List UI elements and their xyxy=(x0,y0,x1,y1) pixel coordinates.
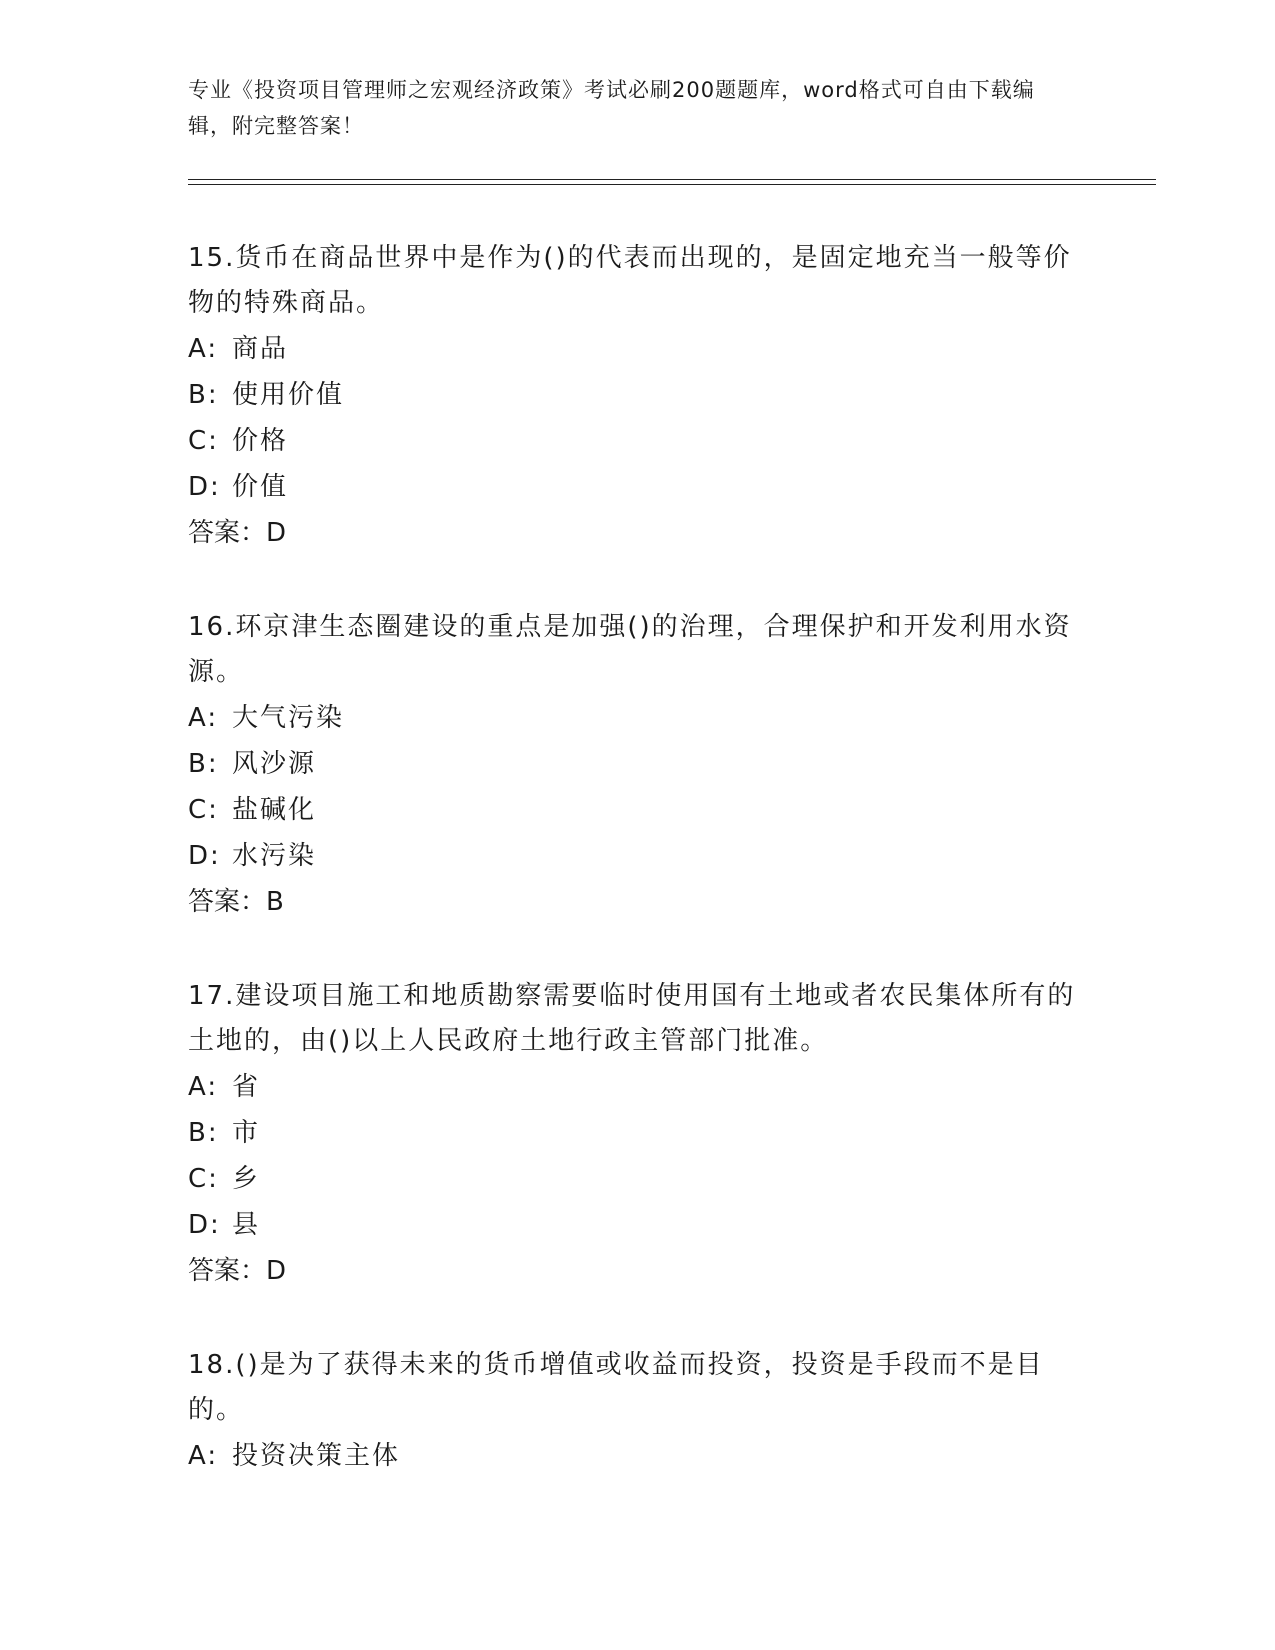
question-stem: 18.()是为了获得未来的货币增值或收益而投资，投资是手段而不是目的。 xyxy=(188,1350,1044,1425)
option-text: 县 xyxy=(232,1210,261,1240)
option-letter: A: xyxy=(188,1072,219,1102)
option-letter: C: xyxy=(188,1164,219,1194)
option-letter: A: xyxy=(188,1441,219,1471)
option-letter: B: xyxy=(188,749,219,779)
option-letter: C: xyxy=(188,426,219,456)
option-text: 大气污染 xyxy=(232,703,345,733)
question-16 xyxy=(188,605,1088,925)
option-letter: A: xyxy=(188,703,219,733)
question-15 xyxy=(188,236,1088,556)
question-stem: 17.建设项目施工和地质勘察需要临时使用国有土地或者农民集体所有的土地的，由()以上人民政府土地行政主管部门批准。 xyxy=(188,981,1076,1056)
option-b xyxy=(188,1110,1088,1156)
option-text: 投资决策主体 xyxy=(232,1441,401,1471)
option-text: 省 xyxy=(232,1072,261,1102)
document-header: 专业《投资项目管理师之宏观经济政策》考试必刷200题题库，word格式可自由下载编辑，附完整答案！ xyxy=(188,78,1035,138)
option-a xyxy=(188,326,1088,372)
option-text: 商品 xyxy=(232,334,289,364)
option-letter: D: xyxy=(188,1210,221,1240)
option-text: 盐碱化 xyxy=(232,795,317,825)
option-c xyxy=(188,418,1088,464)
answer-line: 答案：B xyxy=(188,887,284,917)
option-text: 乡 xyxy=(232,1164,261,1194)
question-list xyxy=(188,236,1088,1528)
option-c xyxy=(188,1156,1088,1202)
option-text: 使用价值 xyxy=(232,380,345,410)
header-divider-bottom xyxy=(188,184,1156,185)
option-a xyxy=(188,1433,1088,1479)
question-18 xyxy=(188,1343,1088,1479)
answer-line: 答案：D xyxy=(188,518,287,548)
option-letter: C: xyxy=(188,795,219,825)
option-text: 价格 xyxy=(232,426,289,456)
answer-line: 答案：D xyxy=(188,1256,287,1286)
option-b xyxy=(188,372,1088,418)
option-a xyxy=(188,695,1088,741)
option-a xyxy=(188,1064,1088,1110)
question-stem: 16.环京津生态圈建设的重点是加强()的治理，合理保护和开发利用水资源。 xyxy=(188,612,1072,687)
option-d xyxy=(188,1202,1088,1248)
option-letter: D: xyxy=(188,472,221,502)
option-text: 水污染 xyxy=(232,841,317,871)
option-letter: D: xyxy=(188,841,221,871)
option-letter: B: xyxy=(188,1118,219,1148)
option-text: 价值 xyxy=(232,472,289,502)
option-d xyxy=(188,833,1088,879)
option-letter: B: xyxy=(188,380,219,410)
header-divider-top xyxy=(188,179,1156,180)
option-text: 风沙源 xyxy=(232,749,317,779)
option-d xyxy=(188,464,1088,510)
question-stem: 15.货币在商品世界中是作为()的代表而出现的，是固定地充当一般等价物的特殊商品。 xyxy=(188,243,1072,318)
option-c xyxy=(188,787,1088,833)
question-17 xyxy=(188,974,1088,1294)
option-text: 市 xyxy=(232,1118,261,1148)
option-b xyxy=(188,741,1088,787)
option-letter: A: xyxy=(188,334,219,364)
